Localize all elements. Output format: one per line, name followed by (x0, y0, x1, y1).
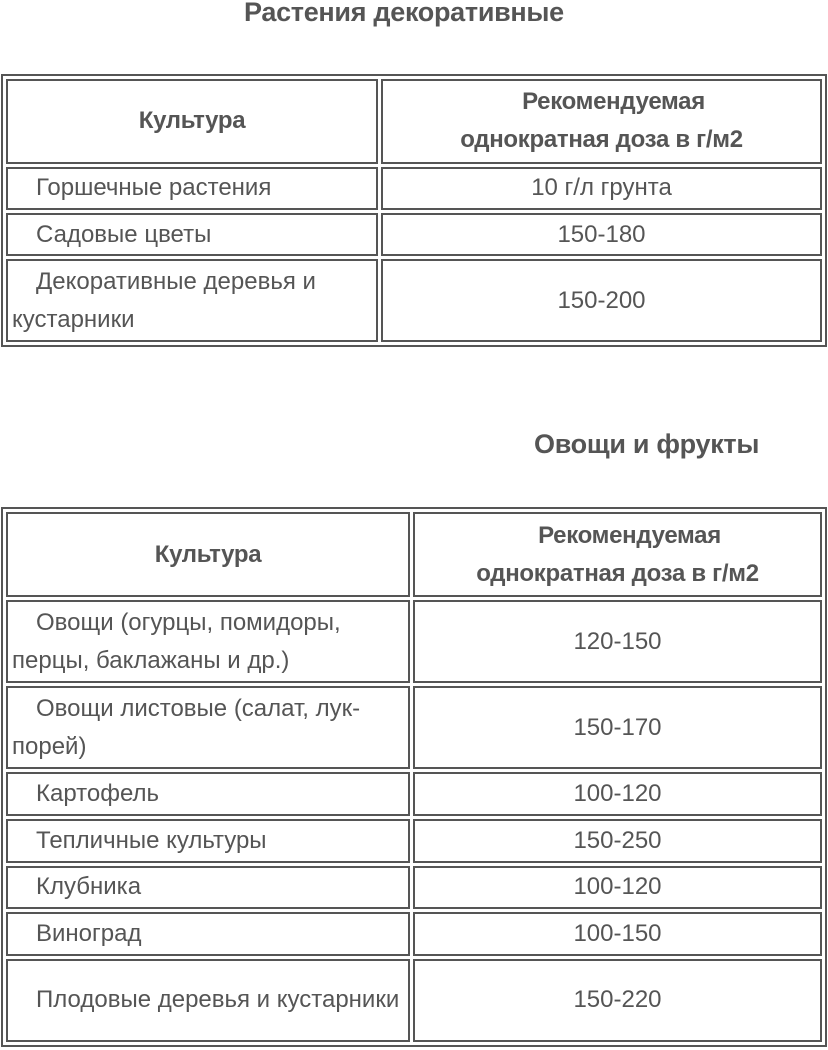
decorative-plants-dose-table (1, 74, 827, 347)
dose-cell: 150-180 (381, 213, 822, 256)
table-row (6, 167, 822, 210)
section-title-decorative-plants: Растения декоративные (244, 0, 564, 27)
table-header-row (6, 512, 822, 597)
table-row (6, 959, 822, 1042)
column-header-dose (381, 79, 822, 164)
column-header-dose-label: Рекомендуемая однократная доза в г/м2 (476, 521, 759, 587)
culture-cell: Садовые цветы (6, 213, 378, 256)
culture-cell: Горшечные растения (6, 167, 378, 210)
dose-cell: 10 г/л грунта (381, 167, 822, 210)
table-row (6, 259, 822, 342)
culture-cell: Картофель (6, 772, 410, 816)
culture-cell: Клубника (6, 866, 410, 910)
culture-cell: Тепличные культуры (6, 819, 410, 863)
dose-cell: 100-150 (413, 912, 822, 956)
dose-cell: 150-200 (381, 259, 822, 342)
section-title-vegetables-fruits: Овощи и фрукты (534, 429, 760, 459)
dose-cell: 100-120 (413, 772, 822, 816)
dose-cell: 150-220 (413, 959, 822, 1042)
dose-cell: 150-250 (413, 819, 822, 863)
dose-cell: 150-170 (413, 686, 822, 769)
table-row (6, 819, 822, 863)
column-header-culture: Культура (6, 512, 410, 597)
vegetables-fruits-dose-table (1, 507, 827, 1047)
table-row (6, 866, 822, 910)
table-header-row (6, 79, 822, 164)
culture-cell: Овощи листовые (салат, лук-порей) (6, 686, 410, 769)
table-row (6, 213, 822, 256)
table-row (6, 772, 822, 816)
culture-cell: Овощи (огурцы, помидоры, перцы, баклажаны и др.) (6, 600, 410, 683)
column-header-culture: Культура (6, 79, 378, 164)
table-row (6, 912, 822, 956)
table-row (6, 600, 822, 683)
column-header-dose-label: Рекомендуемая однократная доза в г/м2 (460, 88, 743, 154)
dose-cell: 120-150 (413, 600, 822, 683)
table-row (6, 686, 822, 769)
culture-cell: Декоративные деревья и кустарники (6, 259, 378, 342)
dose-cell: 100-120 (413, 866, 822, 910)
culture-cell: Виноград (6, 912, 410, 956)
culture-cell: Плодовые деревья и кустарники (6, 959, 410, 1042)
column-header-dose (413, 512, 822, 597)
